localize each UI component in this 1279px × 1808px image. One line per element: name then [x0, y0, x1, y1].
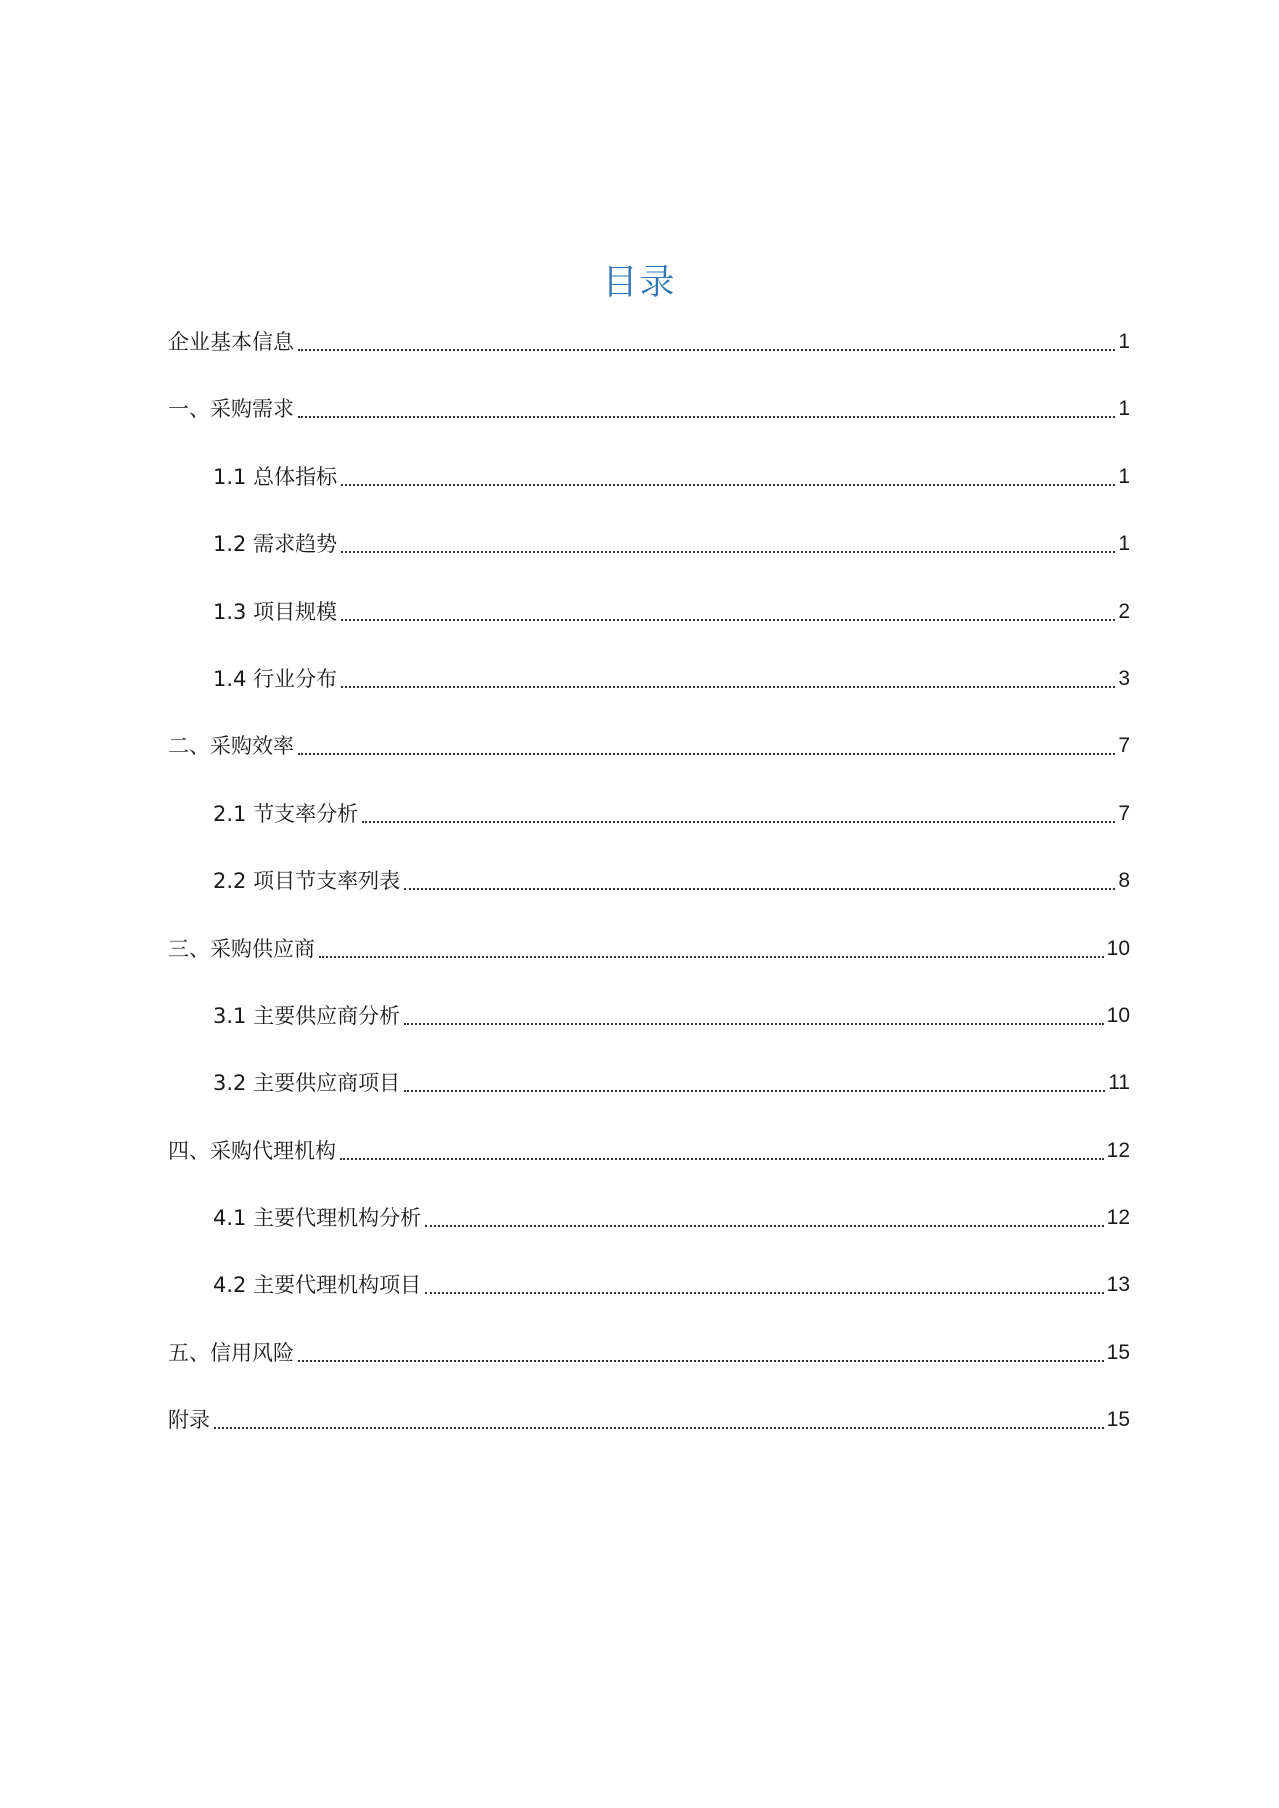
toc-page-number[interactable]: 10	[1106, 1003, 1130, 1027]
toc-entry-text[interactable]: 附录	[168, 1408, 210, 1433]
toc-entry[interactable]	[168, 1001, 1130, 1068]
toc-entry-text[interactable]: 4.2 主要代理机构项目	[213, 1273, 422, 1298]
toc-entry-text[interactable]: 3.1 主要供应商分析	[213, 1003, 401, 1028]
toc-entry[interactable]	[168, 934, 1130, 1001]
toc-page-number[interactable]: 7	[1118, 734, 1130, 758]
toc-entry[interactable]	[168, 327, 1130, 394]
toc-dot-leader	[404, 1001, 1104, 1025]
toc-entry[interactable]	[168, 731, 1130, 798]
toc-entry[interactable]	[168, 597, 1130, 664]
toc-page-number[interactable]: 7	[1118, 801, 1130, 825]
toc-entry[interactable]	[168, 1068, 1130, 1135]
toc-entry-text[interactable]: 1.1 总体指标	[213, 464, 338, 489]
toc-dot-leader	[214, 1405, 1104, 1429]
toc-entry-text[interactable]: 1.3 项目规模	[213, 599, 338, 624]
toc-entry[interactable]	[168, 1405, 1130, 1472]
toc-dot-leader	[425, 1270, 1104, 1294]
toc-entry[interactable]	[168, 799, 1130, 866]
toc-page-number[interactable]: 1	[1118, 330, 1130, 353]
toc-dot-leader	[319, 934, 1104, 958]
toc-entry-text[interactable]: 4.1 主要代理机构分析	[213, 1206, 422, 1231]
toc-entry[interactable]	[168, 1338, 1130, 1405]
toc-entry-text[interactable]: 1.4 行业分布	[213, 666, 338, 691]
toc-entry[interactable]	[168, 1270, 1130, 1337]
toc-title: 目录	[602, 263, 677, 303]
toc-dot-leader	[362, 799, 1115, 823]
toc-entry[interactable]	[168, 866, 1130, 933]
toc-dot-leader	[341, 664, 1115, 688]
toc-entry[interactable]	[168, 1203, 1130, 1270]
toc-dot-leader	[341, 462, 1115, 486]
toc-page-number[interactable]: 12	[1106, 1206, 1130, 1230]
toc-list	[168, 327, 1130, 1473]
toc-dot-leader	[341, 529, 1115, 553]
toc-page-number[interactable]: 2	[1118, 599, 1130, 623]
toc-page-number[interactable]: 15	[1106, 1408, 1130, 1432]
toc-entry-text[interactable]: 1.2 需求趋势	[213, 532, 338, 557]
toc-dot-leader	[340, 1136, 1104, 1160]
toc-page-number[interactable]: 13	[1106, 1273, 1130, 1297]
toc-page-number[interactable]: 3	[1118, 666, 1130, 690]
toc-entry-text[interactable]: 一、采购需求	[168, 397, 294, 422]
toc-entry[interactable]	[168, 529, 1130, 596]
toc-page-number[interactable]: 11	[1108, 1071, 1130, 1095]
toc-entry[interactable]	[168, 394, 1130, 461]
toc-entry[interactable]	[168, 664, 1130, 731]
toc-entry[interactable]	[168, 462, 1130, 529]
toc-entry-text[interactable]: 四、采购代理机构	[168, 1138, 336, 1163]
toc-entry-text[interactable]: 三、采购供应商	[168, 936, 315, 961]
toc-page-number[interactable]: 1	[1118, 532, 1130, 556]
toc-page-number[interactable]: 10	[1106, 936, 1130, 960]
toc-entry-text[interactable]: 企业基本信息	[168, 330, 294, 354]
toc-entry-text[interactable]: 二、采购效率	[168, 734, 294, 759]
toc-dot-leader	[425, 1203, 1104, 1227]
toc-entry[interactable]	[168, 1136, 1130, 1203]
toc-page-number[interactable]: 12	[1106, 1138, 1130, 1162]
toc-dot-leader	[341, 597, 1115, 621]
toc-dot-leader	[298, 1338, 1104, 1362]
toc-dot-leader	[298, 394, 1115, 418]
toc-dot-leader	[404, 1068, 1105, 1092]
toc-page-number[interactable]: 1	[1118, 464, 1130, 488]
toc-entry-text[interactable]: 2.2 项目节支率列表	[213, 869, 401, 894]
toc-entry-text[interactable]: 3.2 主要供应商项目	[213, 1071, 401, 1096]
toc-dot-leader	[298, 731, 1115, 755]
toc-page-number[interactable]: 1	[1118, 397, 1130, 421]
toc-dot-leader	[404, 866, 1115, 890]
toc-page-number[interactable]: 8	[1118, 869, 1130, 893]
toc-dot-leader	[298, 327, 1115, 351]
toc-entry-text[interactable]: 五、信用风险	[168, 1340, 294, 1365]
toc-page-number[interactable]: 15	[1106, 1340, 1130, 1364]
toc-entry-text[interactable]: 2.1 节支率分析	[213, 801, 359, 826]
